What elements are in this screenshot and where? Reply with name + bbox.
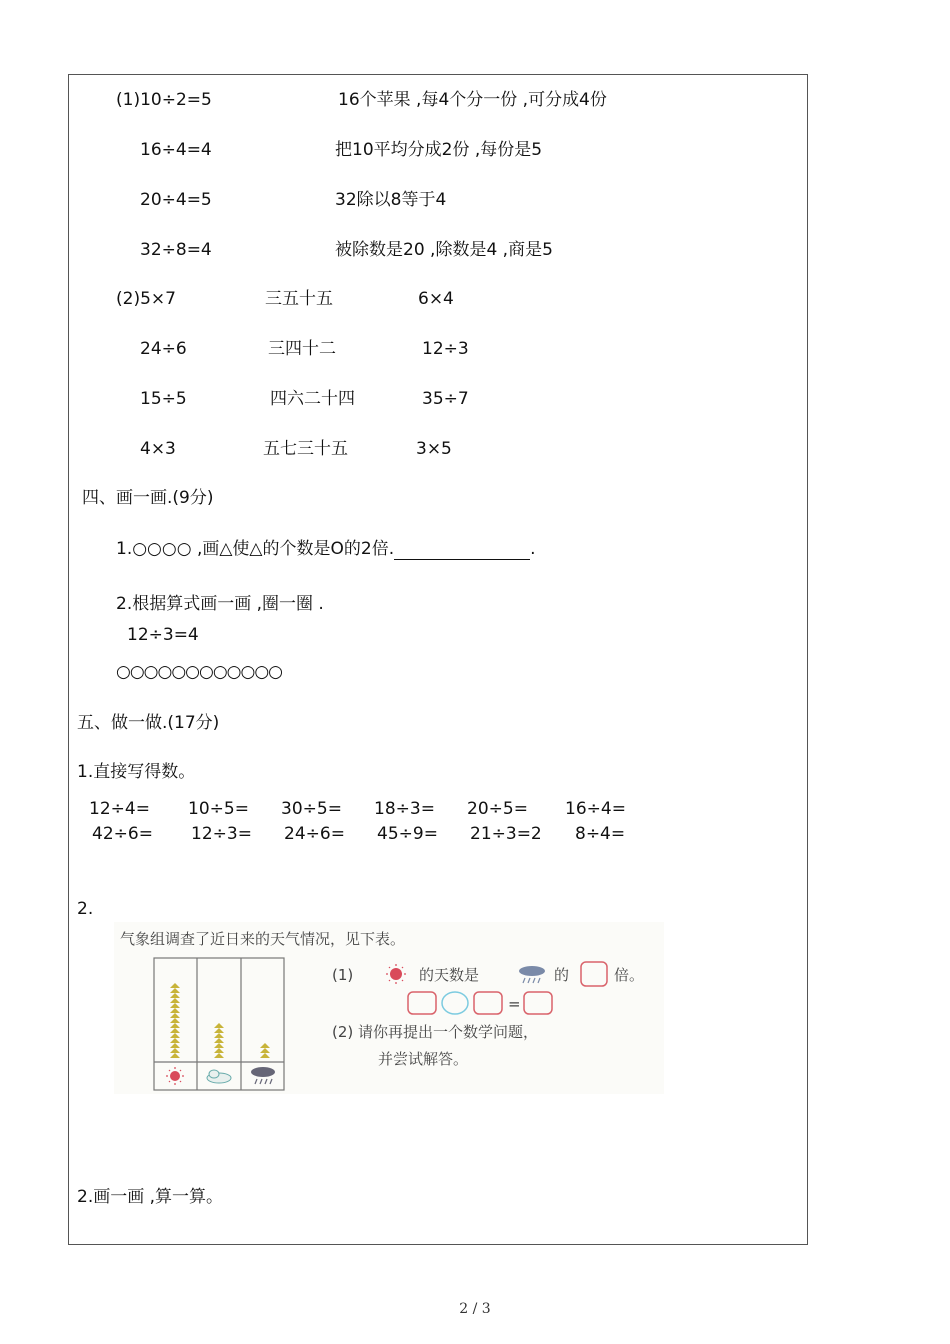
figure-q1-text-a: 的天数是 [419,966,480,984]
rain-icon [251,1067,275,1084]
q4-item2-formula: 12÷3=4 [127,625,199,645]
q3-p2-col1-2: 24÷6 [140,339,187,359]
q5-row2-5: 21÷3=2 [470,824,542,844]
q4-item1-end: . [530,539,536,559]
q3-p1-right-1: 16个苹果 ,每4个分一份 ,可分成4份 [338,90,607,110]
rain-icon [519,966,545,983]
figure-q2-line2: 并尝试解答。 [378,1050,469,1068]
figure-q1-label: (1) [332,966,354,984]
q4-heading: 四、画一画.(9分) [82,488,214,508]
rainy-day-marks [260,1043,270,1058]
q5-heading: 五、做一做.(17分) [77,713,220,733]
q5-row1-2: 10÷5= [188,799,249,819]
q5-row1-6: 16÷4= [565,799,626,819]
q5-row2-2: 12÷3= [191,824,252,844]
figure-caption: 气象组调查了近日来的天气情况，见下表。 [120,930,406,948]
q3-p1-left-4: 32÷8=4 [140,240,212,260]
q4-item1-text: 1.○○○○ ,画△使△的个数是O的2倍. [116,539,395,559]
q5-row1-3: 30÷5= [281,799,342,819]
sunny-day-marks [170,983,180,1058]
q3-p2-col1-1: (2)5×7 [116,289,176,309]
q3-p1-left-2: 16÷4=4 [140,140,212,160]
q5-row1-1: 12÷4= [89,799,150,819]
answer-box[interactable] [581,962,607,986]
q3-p2-col3-1: 6×4 [418,289,454,309]
figure-q2-line1: (2) 请你再提出一个数学问题， [332,1023,539,1041]
cloud-icon [207,1070,231,1083]
q5-row2-3: 24÷6= [284,824,345,844]
q5-sub3: 2.画一画 ,算一算。 [77,1187,224,1207]
q5-sub1: 1.直接写得数。 [77,762,196,782]
cloudy-day-marks [214,1023,224,1058]
weather-figure [114,922,664,1094]
q3-p2-col2-4: 五七三十五 [263,439,348,459]
figure-q1-text-b: 的 [554,966,570,984]
q5-row2-6: 8÷4= [575,824,626,844]
q3-p2-col3-2: 12÷3 [422,339,469,359]
q3-p1-left-3: 20÷4=5 [140,190,212,210]
q3-p2-col2-2: 三四十二 [268,339,336,359]
q3-p2-col1-4: 4×3 [140,439,176,459]
figure-equals: = [508,995,521,1013]
operator-circle[interactable] [442,992,468,1014]
q3-p2-col3-4: 3×5 [416,439,452,459]
q5-row1-4: 18÷3= [374,799,435,819]
q4-item1 [116,538,536,560]
q5-sub2: 2. [77,899,94,919]
q3-p1-right-3: 32除以8等于4 [335,190,447,210]
weather-figure-svg [114,922,664,1094]
q3-p2-col1-3: 15÷5 [140,389,187,409]
answer-box[interactable] [408,992,436,1014]
answer-box[interactable] [524,992,552,1014]
sun-icon [386,964,406,984]
q5-row1-5: 20÷5= [467,799,528,819]
q5-row2-4: 45÷9= [377,824,438,844]
answer-blank[interactable] [394,543,530,560]
q4-item2: 2.根据算式画一画 ,圈一圈 . [116,594,324,614]
q3-p1-right-4: 被除数是20 ,除数是4 ,商是5 [335,240,553,260]
q5-row2-1: 42÷6= [92,824,153,844]
q3-p2-col3-3: 35÷7 [422,389,469,409]
q3-p1-right-2: 把10平均分成2份 ,每份是5 [335,140,543,160]
q3-p2-col2-3: 四六二十四 [270,389,355,409]
figure-q1-text-c: 倍。 [614,966,645,984]
page-number: 2 / 3 [459,1301,491,1317]
q3-p2-col2-1: 三五十五 [265,289,333,309]
sun-icon [166,1067,184,1085]
answer-box[interactable] [474,992,502,1014]
q4-item2-circles: ○○○○○○○○○○○○ [116,662,283,682]
q3-p1-left-1: (1)10÷2=5 [116,90,212,110]
